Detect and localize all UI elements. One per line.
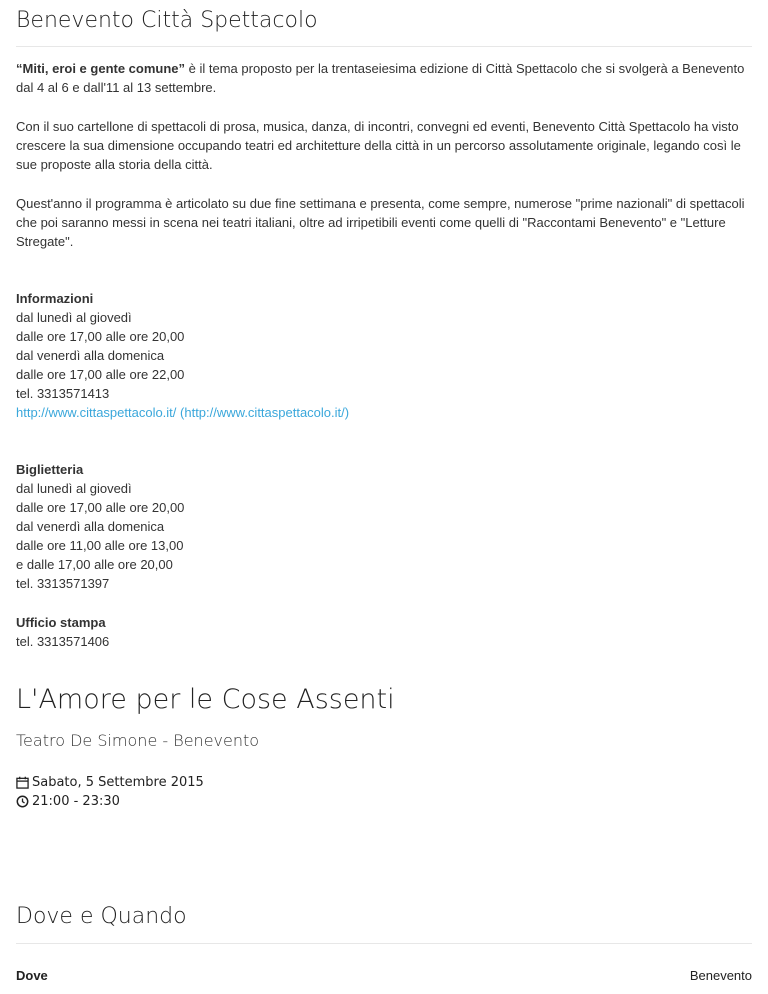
where-value: Benevento (689, 968, 752, 983)
ticket-line: dalle ore 17,00 alle ore 20,00 (16, 500, 185, 515)
intro-paragraph-3: Quest'anno il programma è articolato su due fine settimana e presenta, come sempre, numerose "prime nazionali" di spettacoli che poi saranno messi in scena nei teatri italiani, oltre ad irripetibili eventi come quelli di "Raccontami Benevento" e "Letture Stregate". (16, 196, 745, 249)
event-time-row (16, 792, 752, 811)
clock-icon (16, 795, 29, 808)
ticket-section (16, 460, 752, 593)
divider (16, 46, 752, 47)
ticket-line: dal lunedì al giovedì (16, 481, 132, 496)
intro-paragraph-2: Con il suo cartellone di spettacoli di prosa, musica, danza, di incontri, convegni ed eventi, Benevento Città Spettacolo ha visto crescere la sua dimensione occupando teatri ed architetture della città in un percorso assolutamente originale, legando così le sue proposte alla storia della città. (16, 119, 741, 172)
ticket-line: dalle ore 11,00 alle ore 13,00 (16, 538, 184, 553)
where-title: Dove e Quando (16, 904, 187, 929)
event-time: 21:00 - 23:30 (32, 794, 120, 809)
event-title: L'Amore per le Cose Assenti (16, 684, 395, 715)
ticket-line: e dalle 17,00 alle ore 20,00 (16, 557, 173, 572)
info-line: dalle ore 17,00 alle ore 22,00 (16, 367, 185, 382)
event-date: Sabato, 5 Settembre 2015 (32, 775, 204, 790)
press-section (16, 613, 752, 651)
info-line: dal lunedì al giovedì (16, 310, 132, 325)
info-section (16, 289, 752, 422)
theme-highlight: “Miti, eroi e gente comune” (16, 61, 186, 76)
event-date-row (16, 773, 752, 792)
where-label: Dove (16, 968, 48, 983)
intro-paragraph-1 (16, 59, 752, 97)
page-title: Benevento Città Spettacolo (16, 8, 318, 33)
ticket-line: dal venerdì alla domenica (16, 519, 165, 534)
event-venue: Teatro De Simone - Benevento (16, 731, 260, 750)
where-row (16, 944, 752, 983)
ticket-heading: Biglietteria (16, 462, 84, 477)
calendar-icon (16, 776, 29, 789)
press-phone: tel. 3313571406 (16, 634, 110, 649)
info-line: dalle ore 17,00 alle ore 20,00 (16, 329, 185, 344)
press-heading: Ufficio stampa (16, 615, 106, 630)
info-heading: Informazioni (16, 291, 94, 306)
info-line: dal venerdì alla domenica (16, 348, 165, 363)
intro-paragraph-1-text: è il tema proposto per la trentaseiesima edizione di Città Spettacolo che si svolgerà a Benevento dal 4 al 6 e dall'11 al 13 settembre. (16, 61, 745, 95)
event-meta (16, 773, 752, 811)
ticket-phone: tel. 3313571397 (16, 576, 110, 591)
website-link[interactable]: http://www.cittaspettacolo.it/ (http://www.cittaspettacolo.it/) (16, 405, 350, 420)
info-phone: tel. 3313571413 (16, 386, 110, 401)
